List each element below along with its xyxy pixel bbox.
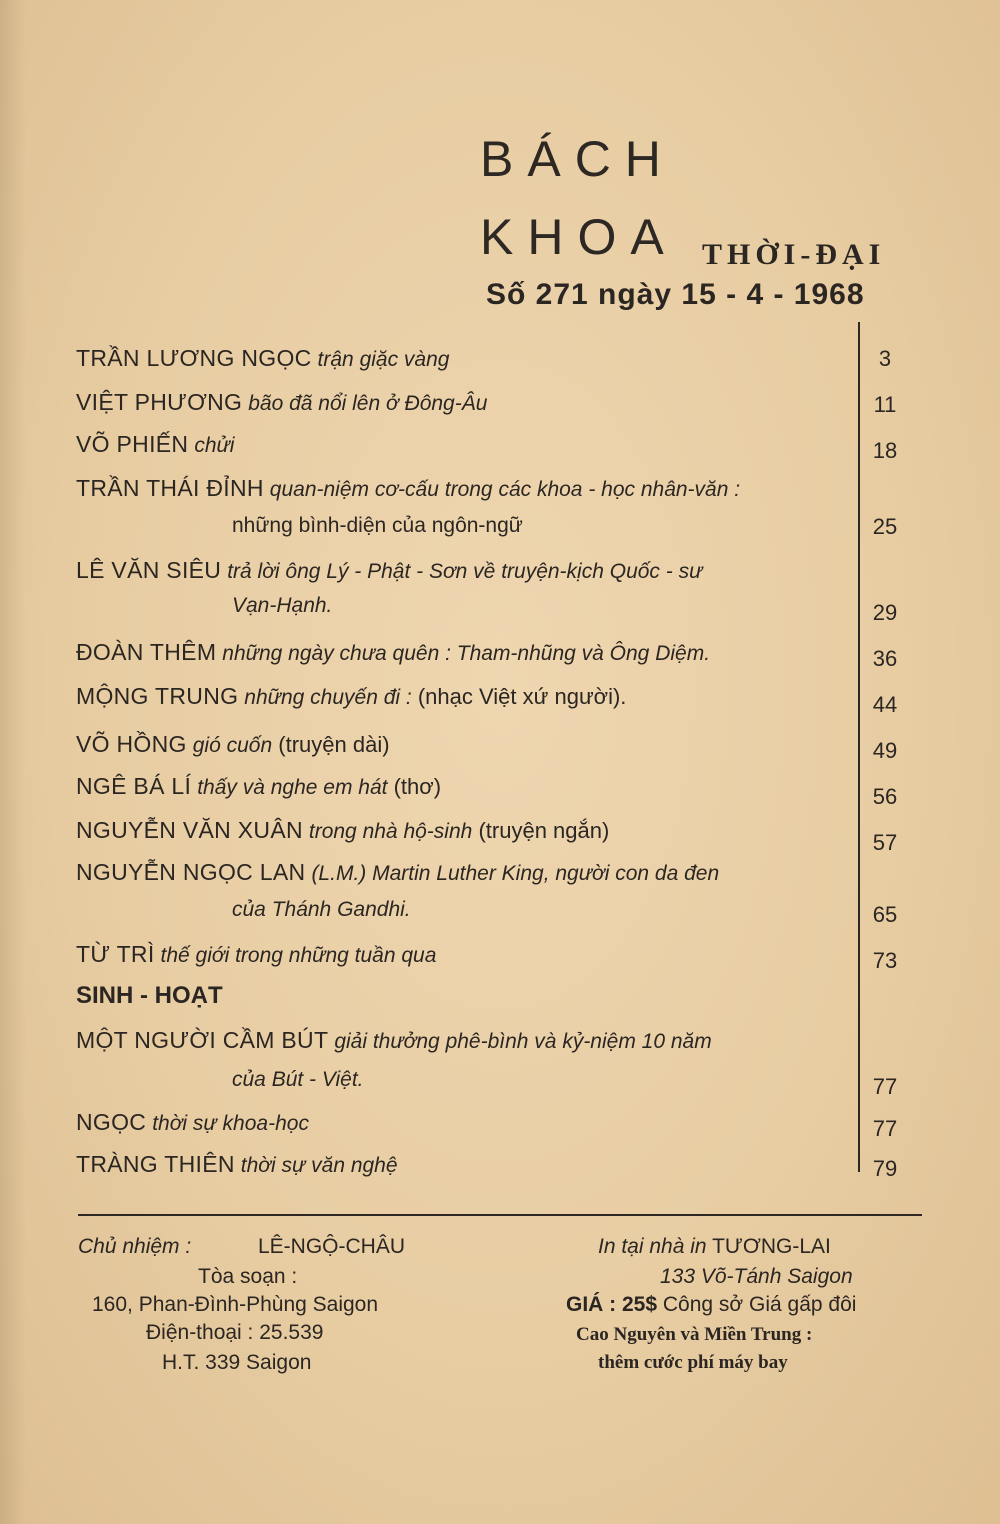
price-line [566, 1290, 856, 1319]
section-heading: SINH - HOẠT [76, 982, 223, 1009]
toc-page-number: 36 [872, 646, 898, 671]
toc-page-number: 77 [872, 1074, 898, 1099]
toc-page-number: 73 [872, 948, 898, 973]
toc-work: quan-niệm cơ-cấu trong các khoa - học nhân-văn : [269, 478, 741, 501]
toc-page-number: 79 [872, 1156, 898, 1181]
toc-work: thời sự văn nghệ [240, 1154, 398, 1177]
toc-work-continuation: của Thánh Gandhi. [232, 898, 411, 921]
toc-author: NGÊ BÁ LÍ [76, 773, 192, 799]
toc-author: MỘT NGƯỜI CẦM BÚT [76, 1027, 329, 1053]
price-note: Công sở Giá gấp đôi [662, 1293, 857, 1316]
toc-page-number: 11 [873, 392, 897, 417]
toc-work: những chuyến đi : [244, 686, 412, 709]
printer-address: 133 Võ-Tánh Saigon [660, 1265, 853, 1288]
toc-entry[interactable] [76, 638, 836, 668]
toc-note: (truyện dài) [278, 732, 390, 757]
toc-page-number: 44 [872, 692, 898, 717]
masthead-thoi-dai: THỜI-ĐẠI [702, 238, 886, 271]
toc-author: TỪ TRÌ [76, 941, 155, 967]
price-label: GIÁ : 25$ [566, 1293, 658, 1316]
toc-work: bão đã nổi lên ở Đông-Âu [248, 392, 488, 415]
toc-work: trận giặc vàng [317, 348, 450, 371]
toc-author: NGUYỄN VĂN XUÂN [76, 817, 303, 843]
toc-author: MỘNG TRUNG [76, 683, 239, 709]
toc-entry[interactable] [76, 474, 836, 504]
toc-work-continuation: những bình-diện của ngôn-ngữ [232, 514, 523, 537]
printer-name: TƯƠNG-LAI [712, 1235, 831, 1258]
toc-page-number: 18 [872, 438, 898, 463]
toc-work: thấy và nghe em hát [197, 776, 388, 799]
toc-entry[interactable] [76, 682, 836, 712]
toc-work: trả lời ông Lý - Phật - Sơn về truyện-kịch Quốc - sư [227, 560, 703, 583]
po-box: H.T. 339 Saigon [162, 1351, 312, 1374]
toc-entry[interactable] [76, 940, 836, 970]
toc-author: TRÀNG THIÊN [76, 1151, 235, 1177]
office-address: 160, Phan-Đình-Phùng Saigon [92, 1293, 379, 1316]
editor-label: Chủ nhiệm : [78, 1235, 192, 1258]
toc-work: những ngày chưa quên : Tham-nhũng và Ông Diệm. [222, 642, 711, 665]
toc-note: (thơ) [393, 774, 442, 799]
toc-page-number: 3 [878, 346, 892, 371]
toc-author: VÕ PHIẾN [76, 431, 189, 457]
masthead-bach: BÁCH [480, 131, 675, 187]
toc-work-continuation: của Bút - Việt. [232, 1068, 364, 1091]
toc-page-number: 29 [872, 600, 898, 625]
printer-line [598, 1232, 831, 1261]
toc-author: LÊ VĂN SIÊU [76, 557, 222, 583]
toc-work: chửi [194, 434, 235, 457]
printer-label: In tại nhà in [598, 1235, 707, 1258]
toc-author: VIỆT PHƯƠNG [76, 389, 243, 415]
toc-author: TRẦN THÁI ĐỈNH [76, 475, 264, 501]
masthead-khoa: KHOA [480, 209, 678, 265]
toc-author: NGUYỄN NGỌC LAN [76, 859, 306, 885]
editor-line [78, 1232, 191, 1261]
editor-name: LÊ-NGỘ-CHÂU [258, 1235, 406, 1258]
toc-work: thời sự khoa-học [152, 1112, 309, 1135]
issue-line: Số 271 ngày 15 - 4 - 1968 [486, 278, 865, 311]
toc-page-number: 25 [872, 514, 898, 539]
page-edge-stain [0, 0, 26, 1524]
toc-page-number: 65 [872, 902, 898, 927]
toc-entry[interactable] [76, 344, 836, 374]
toc-entry[interactable] [76, 556, 836, 586]
toc-entry[interactable] [76, 1150, 836, 1180]
toc-author: VÕ HỒNG [76, 731, 187, 757]
toc-page-number: 49 [872, 738, 898, 763]
toc-entry[interactable] [76, 388, 836, 418]
toc-entry[interactable] [76, 1108, 836, 1138]
toc-entry[interactable] [76, 772, 836, 802]
toc-work-continuation: Vạn-Hạnh. [232, 594, 333, 617]
toc-entry[interactable] [76, 858, 836, 888]
toc-author: NGỌC [76, 1109, 147, 1135]
toc-entry[interactable] [76, 730, 836, 760]
phone: Điện-thoại : 25.539 [146, 1321, 324, 1344]
office-label: Tòa soạn : [198, 1265, 298, 1288]
toc-entry[interactable] [76, 816, 836, 846]
toc-page-number: 77 [872, 1116, 898, 1141]
toc-entry[interactable] [76, 1026, 836, 1056]
toc-author: ĐOÀN THÊM [76, 639, 217, 665]
toc-work: gió cuốn [192, 734, 273, 757]
toc-entry[interactable] [76, 430, 836, 460]
toc-author: TRẦN LƯƠNG NGỌC [76, 345, 312, 371]
toc-note: (nhạc Việt xứ người). [417, 684, 627, 709]
toc-page-number: 56 [872, 784, 898, 809]
region-note-2: thêm cước phí máy bay [598, 1352, 788, 1373]
toc-page-number: 57 [872, 830, 898, 855]
toc-work: trong nhà hộ-sinh [308, 820, 473, 843]
toc-work: thế giới trong những tuần qua [160, 944, 437, 967]
toc-work: (L.M.) Martin Luther King, người con da đen [311, 862, 720, 885]
toc-work: giải thưởng phê-bình và kỷ-niệm 10 năm [334, 1030, 712, 1053]
toc-note: (truyện ngắn) [478, 818, 610, 843]
region-note: Cao Nguyên và Miền Trung : [576, 1324, 813, 1345]
footer-rule [78, 1214, 922, 1216]
